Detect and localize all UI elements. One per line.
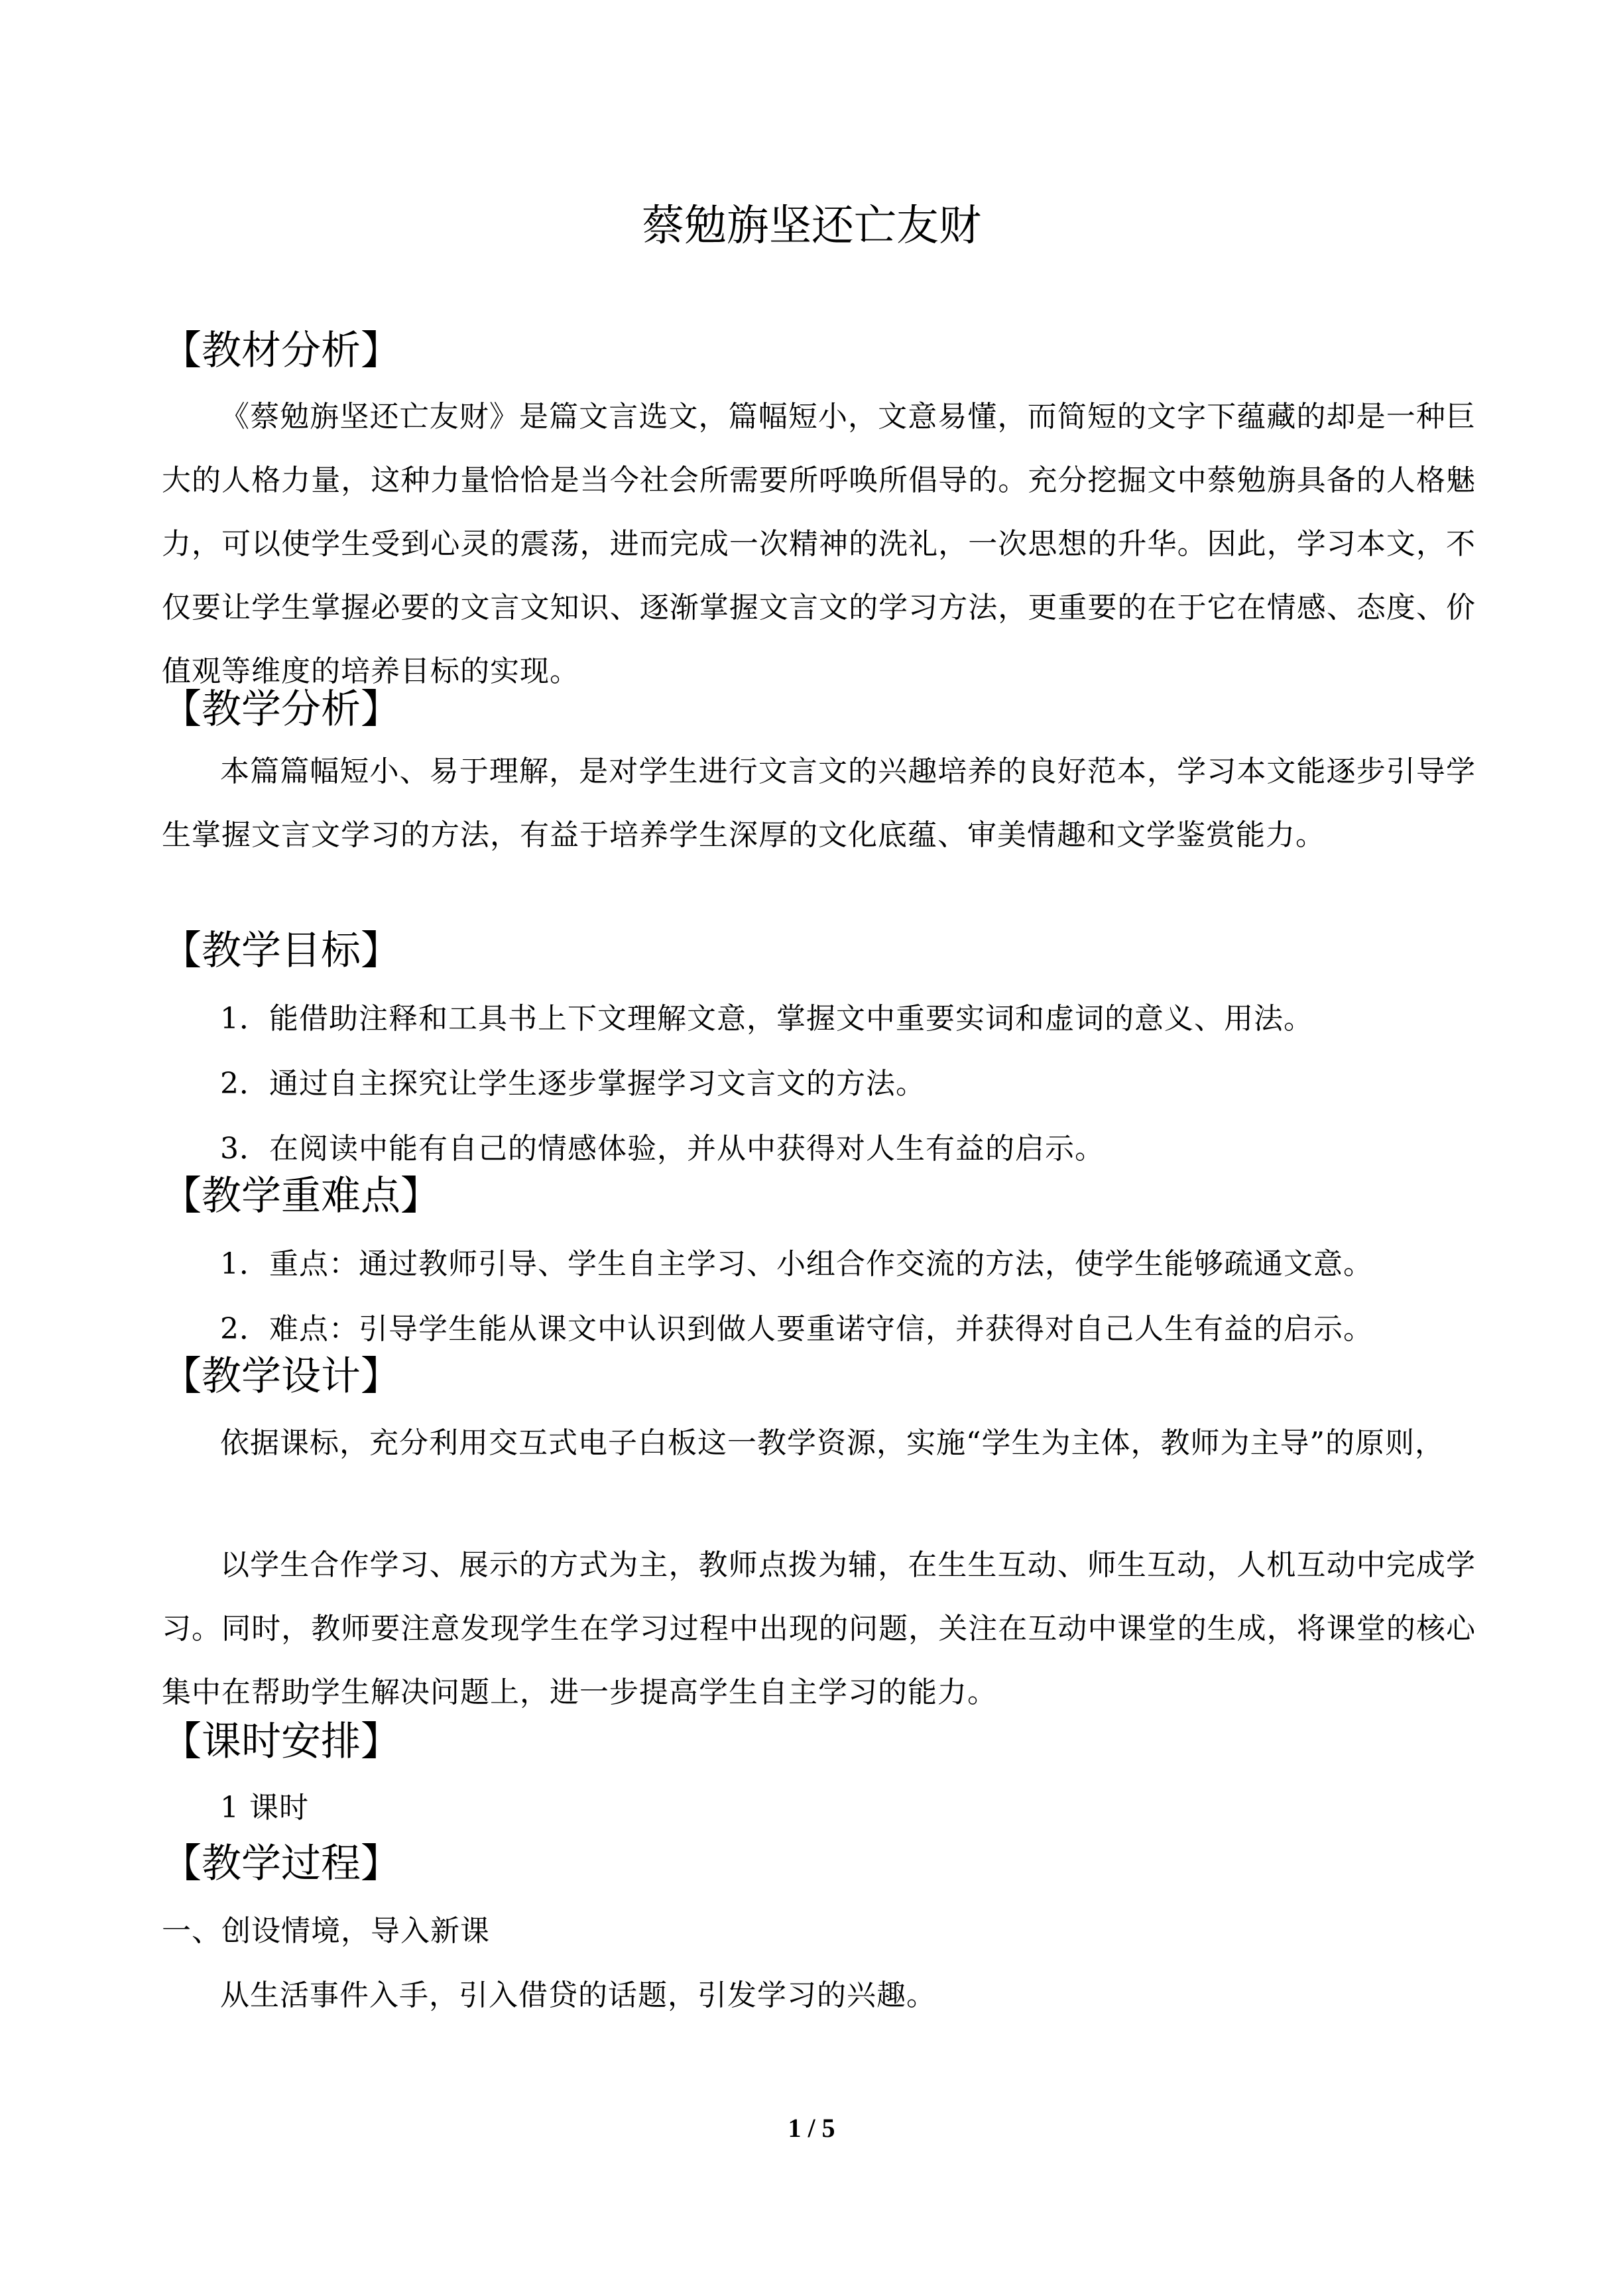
section-heading-teaching-analysis: 【教学分析】	[162, 686, 400, 733]
section-heading-material-analysis: 【教材分析】	[162, 328, 400, 374]
key-point-item: 1．重点：通过教师引导、学生自主学习、小组合作交流的方法，使学生能够疏通文意。	[220, 1247, 1373, 1281]
section-heading-teaching-process: 【教学过程】	[162, 1841, 400, 1887]
difficult-point-item: 2．难点：引导学生能从课文中认识到做人要重诺守信，并获得对自己人生有益的启示。	[220, 1312, 1373, 1346]
objective-item-3: 3．在阅读中能有自己的情感体验，并从中获得对人生有益的启示。	[220, 1132, 1105, 1166]
page-title: 蔡勉旃坚还亡友财	[642, 202, 981, 251]
material-analysis-paragraph: 《蔡勉旃坚还亡友财》是篇文言选文，篇幅短小，文意易懂，而简短的文字下蕴藏的却是一种巨大的人格力量，这种力量恰恰是当今社会所需要所呼唤所倡导的。充分挖掘文中蔡勉旃具备的人格魅力，可以使学生受到心灵的震荡，进而完成一次精神的洗礼，一次思想的升华。因此，学习本文，不仅要让学生掌握必要的文言文知识、逐渐掌握文言文的学习方法，更重要的在于它在情感、态度、价值观等维度的培养目标的实现。	[162, 400, 1476, 688]
teaching-design-paragraph-2: 以学生合作学习、展示的方式为主，教师点拨为辅，在生生互动、师生互动，人机互动中完成学习。同时，教师要注意发现学生在学习过程中出现的问题，关注在互动中课堂的生成，将课堂的核心集中在帮助学生解决问题上，进一步提高学生自主学习的能力。	[162, 1548, 1476, 1709]
teaching-design-paragraph-1: 依据课标，充分利用交互式电子白板这一教学资源，实施“学生为主体，教师为主导”的原则，	[220, 1426, 1445, 1460]
section-heading-teaching-objectives: 【教学目标】	[162, 928, 400, 974]
section-heading-schedule: 【课时安排】	[162, 1719, 400, 1765]
section-heading-teaching-design: 【教学设计】	[162, 1353, 400, 1400]
process-step-1-title: 一、创设情境，导入新课	[162, 1914, 490, 1948]
process-step-1-text: 从生活事件入手，引入借贷的话题，引发学习的兴趣。	[220, 1978, 936, 2012]
page-number: 1 / 5	[788, 2113, 835, 2143]
section-heading-key-difficult-points: 【教学重难点】	[162, 1173, 440, 1219]
teaching-analysis-paragraph: 本篇篇幅短小、易于理解，是对学生进行文言文的兴趣培养的良好范本，学习本文能逐步引导学生掌握文言文学习的方法，有益于培养学生深厚的文化底蕴、审美情趣和文学鉴赏能力。	[162, 755, 1476, 852]
objective-item-1: 1．能借助注释和工具书上下文理解文意，掌握文中重要实词和虚词的意义、用法。	[220, 1002, 1313, 1036]
schedule-text: 1 课时	[220, 1791, 309, 1825]
objective-item-2: 2．通过自主探究让学生逐步掌握学习文言文的方法。	[220, 1067, 926, 1101]
